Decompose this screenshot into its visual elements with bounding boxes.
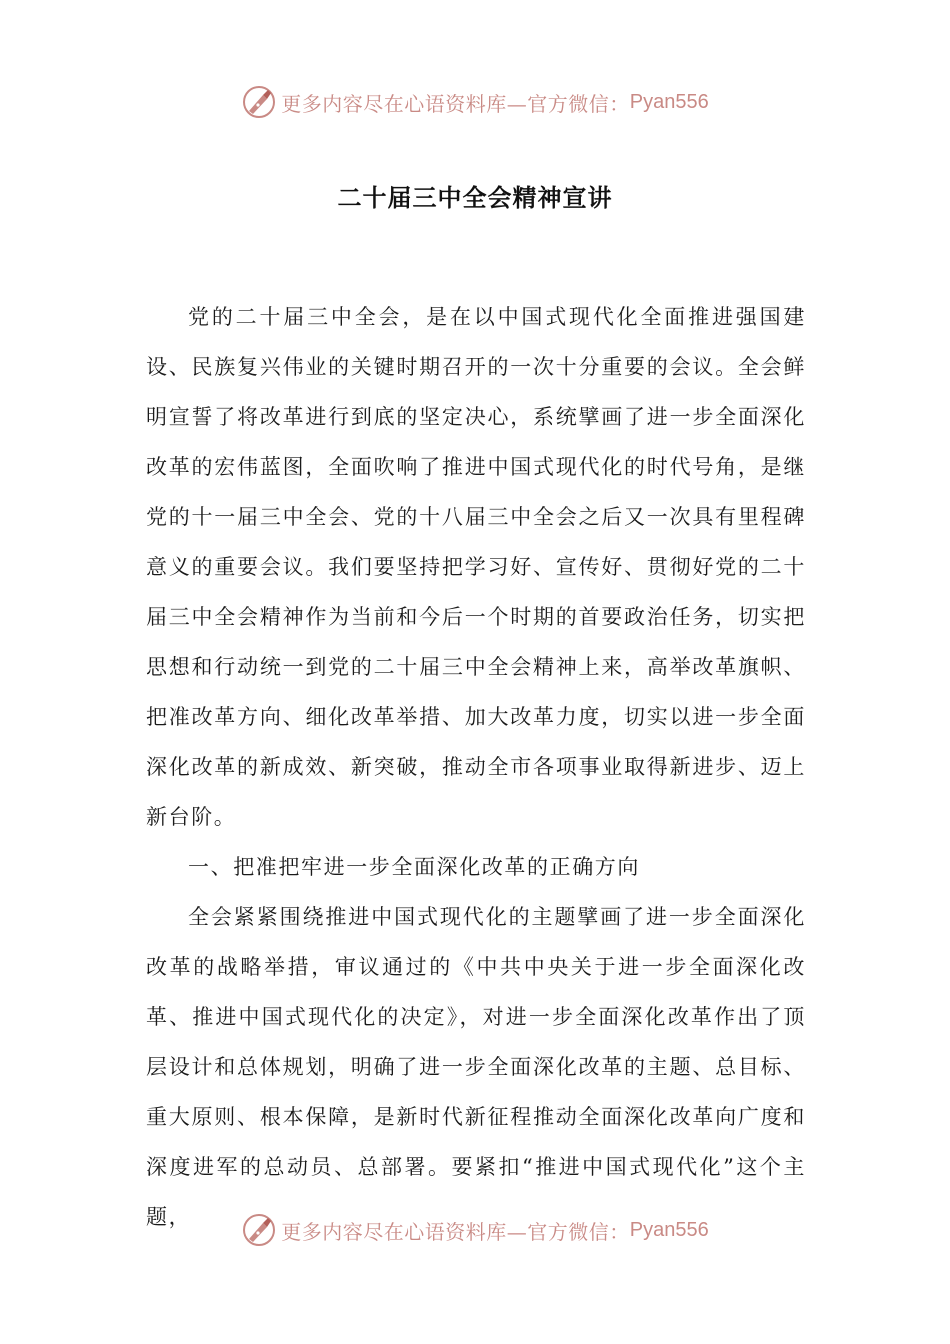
document-body: [146, 292, 806, 1242]
banner-text: 更多内容尽在心语资料库—官方微信：: [281, 1219, 630, 1244]
pen-nib-icon: [241, 84, 277, 120]
banner-text: 更多内容尽在心语资料库—官方微信：: [281, 91, 630, 116]
footer-banner[interactable]: [0, 1210, 950, 1250]
banner-wechat-id: Pyan556: [629, 90, 709, 113]
paragraph: 党的二十届三中全会，是在以中国式现代化全面推进强国建设、民族复兴伟业的关键时期召开的一次十分重要的会议。全会鲜明宣誓了将改革进行到底的坚定决心，系统擘画了进一步全面深化改革的宏伟蓝图，全面吹响了推进中国式现代化的时代号角，是继党的十一届三中全会、党的十八届三中全会之后又一次具有里程碑意义的重要会议。我们要坚持把学习好、宣传好、贯彻好党的二十届三中全会精神作为当前和今后一个时期的首要政治任务，切实把思想和行动统一到党的二十届三中全会精神上来，高举改革旗帜、把准改革方向、细化改革举措、加大改革力度，切实以进一步全面深化改革的新成效、新突破，推动全市各项事业取得新进步、迈上新台阶。: [146, 305, 806, 829]
paragraph: 全会紧紧围绕推进中国式现代化的主题擘画了进一步全面深化改革的战略举措，审议通过的《中共中央关于进一步全面深化改革、推进中国式现代化的决定》，对进一步全面深化改革作出了顶层设计和总体规划，明确了进一步全面深化改革的主题、总目标、重大原则、根本保障，是新时代新征程推动全面深化改革向广度和深度进军的总动员、总部署。要紧扣“推进中国式现代化”这个主题，: [146, 905, 806, 1229]
document-title: 二十届三中全会精神宣讲: [337, 183, 613, 212]
pen-nib-icon: [241, 1212, 277, 1248]
header-banner[interactable]: [0, 82, 950, 122]
section-heading: 一、把准把牢进一步全面深化改革的正确方向: [188, 855, 640, 879]
banner-wechat-id: Pyan556: [629, 1218, 709, 1241]
